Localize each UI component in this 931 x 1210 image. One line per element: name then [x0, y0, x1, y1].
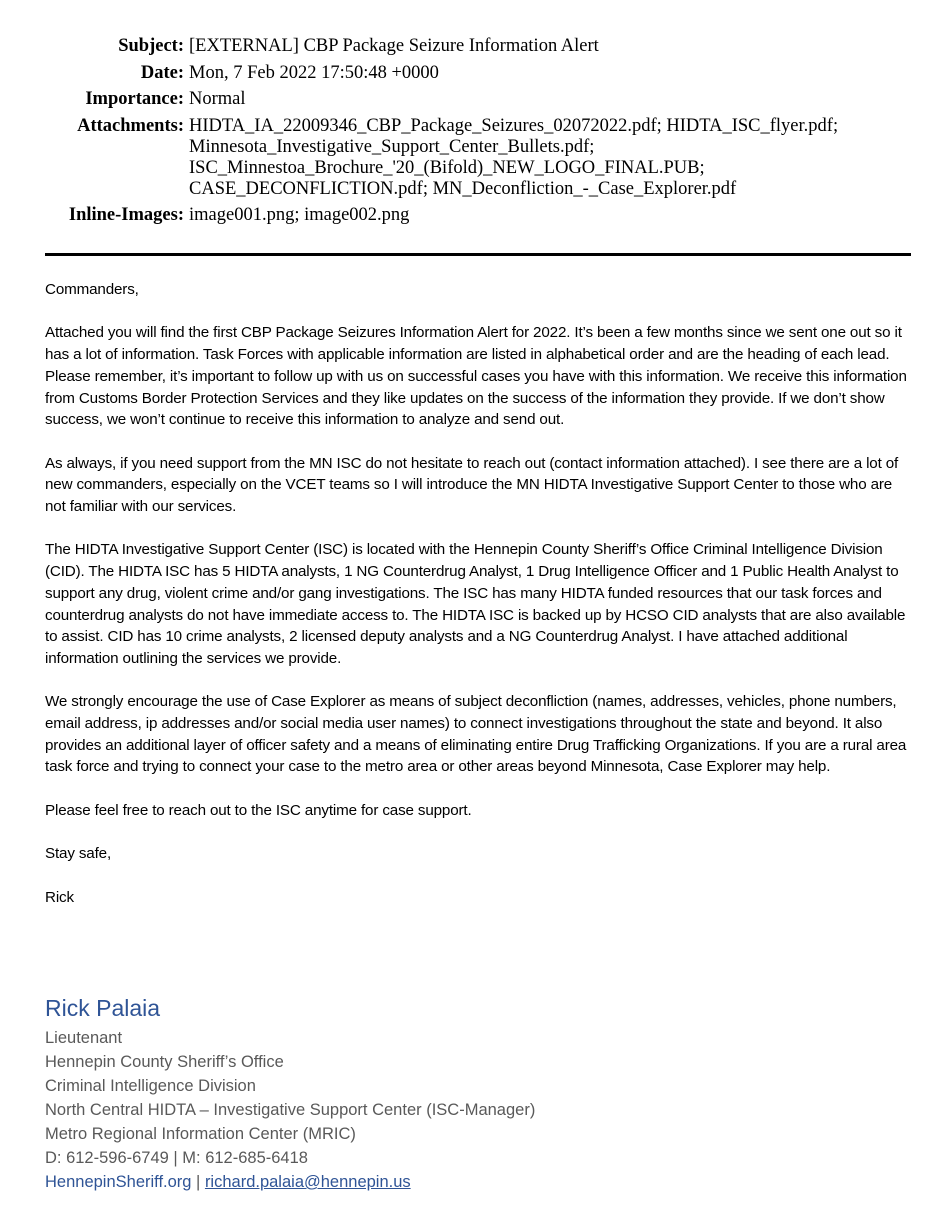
- signature-name: Rick Palaia: [45, 995, 161, 1021]
- inline-images-value: image001.png; image002.png: [189, 204, 410, 225]
- inline-images-label: Inline-Images:: [68, 204, 184, 225]
- importance-label: Importance:: [85, 89, 184, 109]
- body-paragraph: The HIDTA Investigative Support Center (ISC) is located with the Hennepin County Sheriff’s Office Criminal Intelligence Division (CID). The HIDTA ISC has 5 HIDTA analysts, 1 NG Counterdrug Analyst, 1 Drug Intelligence Officer and 1 Public Health Analyst to support any drug, violent crime and/or gang investigations. The ISC has many HIDTA funded resources that our task forces and counterdrug analysts do not have immediate access to. The HIDTA ISC is backed up by HCSO CID analysts that are also available to assist. CID has 10 crime analysts, 2 licensed deputy analysts and a NG Counterdrug Analyst. I have attached additional information outlining the services we provide.: [45, 541, 906, 667]
- attachments-label: Attachments:: [77, 115, 184, 136]
- sender-short-name: Rick: [45, 888, 74, 906]
- closing: Stay safe,: [45, 845, 112, 863]
- signature-hidta: North Central HIDTA – Investigative Support Center (ISC-Manager): [45, 1101, 536, 1119]
- attachment-line[interactable]: ISC_Minnestoa_Brochure_'20_(Bifold)_NEW_LOGO_FINAL.PUB;: [189, 157, 705, 178]
- subject-row: [0, 33, 931, 60]
- importance-row: [0, 86, 931, 113]
- body-paragraph: Attached you will find the first CBP Package Seizures Information Alert for 2022. It’s been a few months since we sent one out so it has a lot of information. Task Forces with applicable information are listed in alphabetical order and are the heading of each lead. Please remember, it’s important to follow up with us on successful cases you have with this information. We receive this information from Customs Border Protection Services and they like updates on the success of the information they provide. If we don’t show success, we won’t continue to receive this information to analyze and send out.: [45, 324, 907, 429]
- signature-title: Lieutenant: [45, 1029, 123, 1047]
- importance-value: Normal: [189, 89, 246, 109]
- header-divider: [45, 253, 911, 256]
- attachment-line[interactable]: Minnesota_Investigative_Support_Center_Bullets.pdf;: [189, 136, 595, 157]
- email-link[interactable]: richard.palaia@hennepin.us: [204, 1173, 411, 1191]
- email-body: [45, 279, 915, 930]
- attachment-line[interactable]: HIDTA_IA_22009346_CBP_Package_Seizures_02072022.pdf; HIDTA_ISC_flyer.pdf;: [189, 115, 839, 136]
- body-paragraph: As always, if you need support from the MN ISC do not hesitate to reach out (contact information attached). I see there are a lot of new commanders, especially on the VCET teams so I will introduce the MN HIDTA Investigative Support Center to those who are not familiar with our services.: [45, 454, 899, 515]
- subject-value: [EXTERNAL] CBP Package Seizure Information Alert: [189, 36, 599, 56]
- signature-phones: D: 612-596-6749 | M: 612-685-6418: [45, 1149, 308, 1167]
- date-value: Mon, 7 Feb 2022 17:50:48 +0000: [189, 62, 439, 83]
- signature-mric: Metro Regional Information Center (MRIC): [45, 1125, 356, 1143]
- date-row: [0, 60, 931, 87]
- date-label: Date:: [140, 62, 184, 83]
- signature-org: Hennepin County Sheriff’s Office: [45, 1053, 284, 1071]
- website-link[interactable]: HennepinSheriff.org: [45, 1173, 192, 1191]
- subject-label: Subject:: [118, 36, 184, 56]
- signature-links: [45, 1170, 645, 1194]
- inline-images-row: [0, 202, 931, 229]
- body-paragraph: Please feel free to reach out to the ISC anytime for case support.: [45, 801, 472, 819]
- signature-division: Criminal Intelligence Division: [45, 1077, 256, 1095]
- attachments-list: [189, 116, 931, 200]
- email-signature: [45, 992, 645, 1194]
- link-separator: |: [191, 1173, 205, 1191]
- email-header: [0, 33, 931, 228]
- body-paragraph: We strongly encourage the use of Case Explorer as means of subject deconfliction (names, addresses, vehicles, phone numbers, email address, ip addresses and/or social media user names) to connect investigations throughout the state and beyond. It also provides an additional layer of officer safety and a means of eliminating entire Drug Trafficking Organizations. If you are a rural area task force and trying to connect your case to the metro area or other areas beyond Minnesota, Case Explorer may help.: [45, 693, 907, 776]
- greeting: Commanders,: [45, 281, 139, 298]
- attachments-row: [0, 113, 931, 200]
- attachment-line[interactable]: CASE_DECONFLICTION.pdf; MN_Deconfliction_-_Case_Explorer.pdf: [189, 178, 737, 199]
